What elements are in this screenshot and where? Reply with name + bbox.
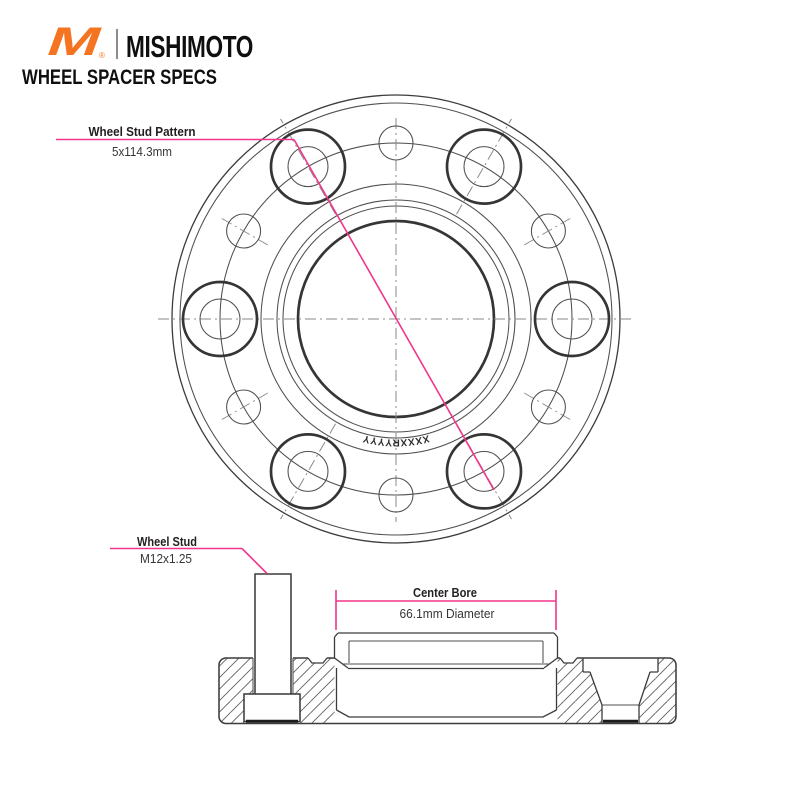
brand-name: MISHIMOTO [126, 29, 253, 64]
boss-inner-lip [349, 641, 543, 663]
bore-bottom-chamfers [337, 710, 557, 717]
dimension-annotations [56, 140, 556, 631]
logo-m-glyph: M [40, 19, 91, 64]
stud-pattern-label: Wheel Stud Pattern [88, 124, 196, 139]
center-bore-value: 66.1mm Diameter [399, 607, 495, 621]
wheel-stud-label: Wheel Stud [137, 534, 198, 549]
center-bore-label: Center Bore [413, 585, 477, 600]
stud-hole-walls [253, 658, 293, 694]
left-hatch-area [219, 658, 335, 724]
wheel-stud-section [244, 574, 300, 722]
boss-outer-walls [335, 637, 558, 658]
wheel-stud-leader-elbow [242, 549, 267, 574]
left-relief-notch [308, 658, 327, 663]
brand-header [22, 19, 253, 89]
stud-pattern-value: 5x114.3mm [112, 145, 172, 159]
bore-upper-chamfers [335, 658, 558, 668]
spacer-plate-outline [219, 658, 676, 724]
center-bore-boss [335, 633, 558, 717]
registered-trademark: ® [99, 51, 105, 60]
pocket-recess [583, 658, 658, 672]
stud-head [244, 694, 300, 722]
bore-walls [337, 668, 557, 710]
page-title: WHEEL SPACER SPECS [22, 65, 217, 89]
stud-shank [255, 574, 291, 694]
wheel-stud-value: M12x1.25 [140, 552, 193, 566]
part-number-engraving: XXXXRYYYY [361, 432, 431, 448]
